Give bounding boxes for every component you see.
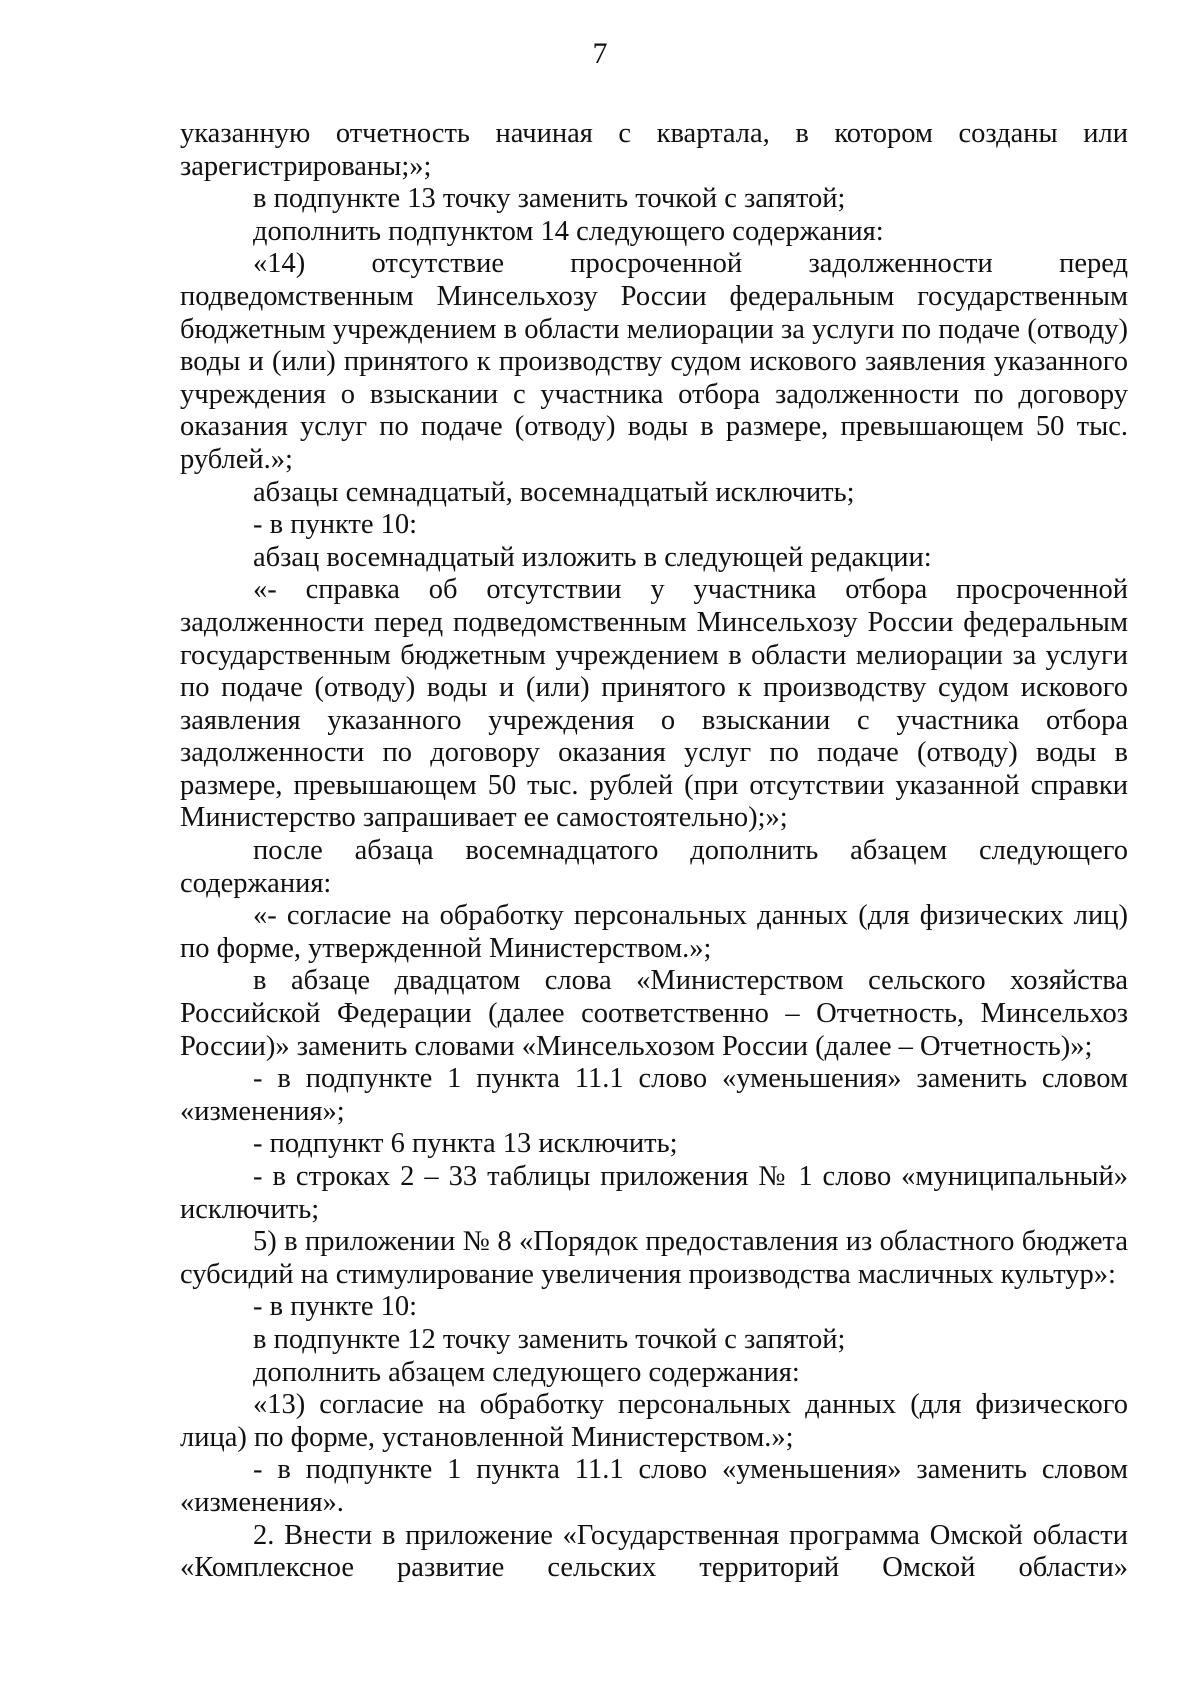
paragraph: в подпункте 12 точку заменить точкой с запятой;	[253, 1323, 846, 1355]
paragraph: - в строках 2 – 33 таблицы приложения № 1 слово «муниципальный» исключить;	[180, 1161, 1128, 1225]
paragraph: абзац восемнадцатый изложить в следующей редакции:	[253, 541, 932, 573]
page-number: 7	[592, 37, 608, 70]
paragraph: - в пункте 10:	[253, 1291, 418, 1323]
paragraph: 5) в приложении № 8 «Порядок предоставления из областного бюджета субсидий на стимулирование увеличения производства масличных культур»:	[180, 1226, 1128, 1290]
paragraph: - в пункте 10:	[253, 509, 418, 541]
paragraph: в подпункте 13 точку заменить точкой с запятой;	[253, 183, 846, 215]
document-body	[180, 118, 1128, 1585]
paragraph: - в подпункте 1 пункта 11.1 слово «уменьшения» заменить словом «изменения».	[180, 1454, 1128, 1518]
paragraph: - в подпункте 1 пункта 11.1 слово «уменьшения» заменить словом «изменения»;	[180, 1063, 1128, 1127]
paragraph: «- согласие на обработку персональных данных (для физических лиц) по форме, утвержденной Министерством.»;	[180, 900, 1128, 964]
paragraph: «14) отсутствие просроченной задолженности перед подведомственным Минсельхозу России федеральным государственным бюджетным учреждением в области мелиорации за услуги по подаче (отводу) воды и (или) принятого к производству судом искового заявления указанного учреждения о взыскании с участника отбора задолженности по договору оказания услуг по подаче (отводу) воды в размере, превышающем 50 тыс. рублей.»;	[180, 248, 1128, 475]
paragraph: «- справка об отсутствии у участника отбора просроченной задолженности перед подведомственным Минсельхозу России федеральным государственным бюджетным учреждением в области мелиорации за услуги по подаче (отводу) воды и (или) принятого к производству судом искового заявления указанного учреждения о взыскании с участника отбора задолженности по договору оказания услуг по подаче (отводу) воды в размере, превышающем 50 тыс. рублей (при отсутствии указанной справки Министерство запрашивает ее самостоятельно);»;	[180, 574, 1128, 834]
paragraph: 2. Внести в приложение «Государственная программа Омской области «Комплексное развитие сельских территорий Омской области»	[180, 1519, 1128, 1584]
paragraph: указанную отчетность начиная с квартала, в котором созданы или зарегистрированы;»;	[180, 118, 1128, 182]
paragraph: абзацы семнадцатый, восемнадцатый исключить;	[253, 476, 855, 508]
paragraph: в абзаце двадцатом слова «Министерством сельского хозяйства Российской Федерации (далее соответственно – Отчетность, Минсельхоз России)» заменить словами «Минсельхозом России (далее – Отчетность)»;	[180, 965, 1128, 1062]
paragraph: после абзаца восемнадцатого дополнить абзацем следующего содержания:	[180, 835, 1128, 899]
paragraph: «13) согласие на обработку персональных данных (для физического лица) по форме, установленной Министерством.»;	[180, 1389, 1128, 1453]
paragraph: - подпункт 6 пункта 13 исключить;	[253, 1128, 678, 1160]
paragraph: дополнить подпунктом 14 следующего содержания:	[253, 215, 884, 247]
paragraph: дополнить абзацем следующего содержания:	[253, 1356, 800, 1388]
